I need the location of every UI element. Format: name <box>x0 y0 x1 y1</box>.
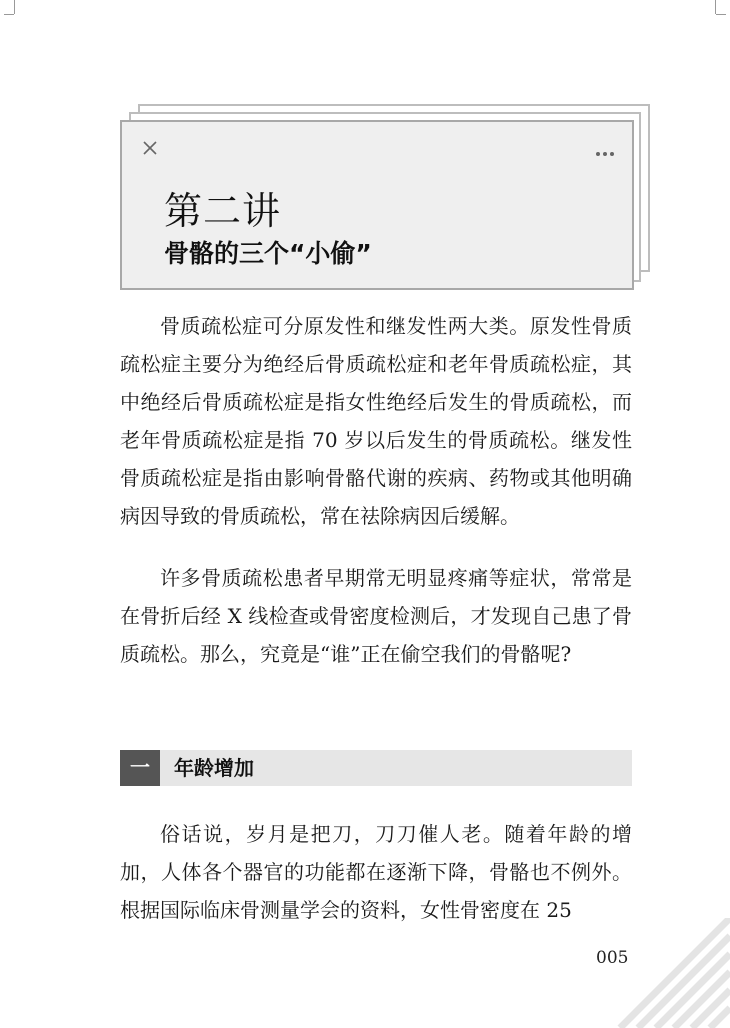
more-dots-icon <box>596 152 614 156</box>
crop-mark-left-h <box>4 14 14 15</box>
body-paragraph-2: 许多骨质疏松患者早期常无明显疼痛等症状，常常是在骨折后经 X 线检查或骨密度检测后，才发现自己患了骨质疏松。那么，究竟是“谁”正在偷空我们的骨骼呢? <box>120 566 632 666</box>
body-paragraph-1: 骨质疏松症可分原发性和继发性两大类。原发性骨质疏松症主要分为绝经后骨质疏松症和老年骨质疏松症，其中绝经后骨质疏松症是指女性绝经后发生的骨质疏松，而老年骨质疏松症是指 70 岁以后发生的骨质疏松。继发性骨质疏松症是指由影响骨骼代谢的疾病、药物或其他明确病因导致的骨质疏松，常在祛除病因后缓解。 <box>120 314 632 528</box>
chapter-header-card <box>120 104 650 290</box>
crop-mark-right <box>715 0 716 14</box>
decorative-stripes <box>600 918 730 1028</box>
crop-mark-left <box>14 0 15 14</box>
section-number: 一 <box>120 750 160 786</box>
card-front <box>120 120 634 290</box>
page-number: 005 <box>596 948 629 968</box>
section-heading <box>120 750 632 786</box>
lecture-title: 骨骼的三个“小偷” <box>164 239 372 268</box>
crop-mark-right-h <box>716 14 726 15</box>
close-icon <box>142 140 158 156</box>
section-paragraph: 俗话说，岁月是把刀，刀刀催人老。随着年龄的增加，人体各个器官的功能都在逐渐下降，骨骼也不例外。根据国际临床骨测量学会的资料，女性骨密度在 25 <box>120 822 632 922</box>
section-title: 年龄增加 <box>174 756 254 780</box>
lecture-number: 第二讲 <box>164 189 282 233</box>
